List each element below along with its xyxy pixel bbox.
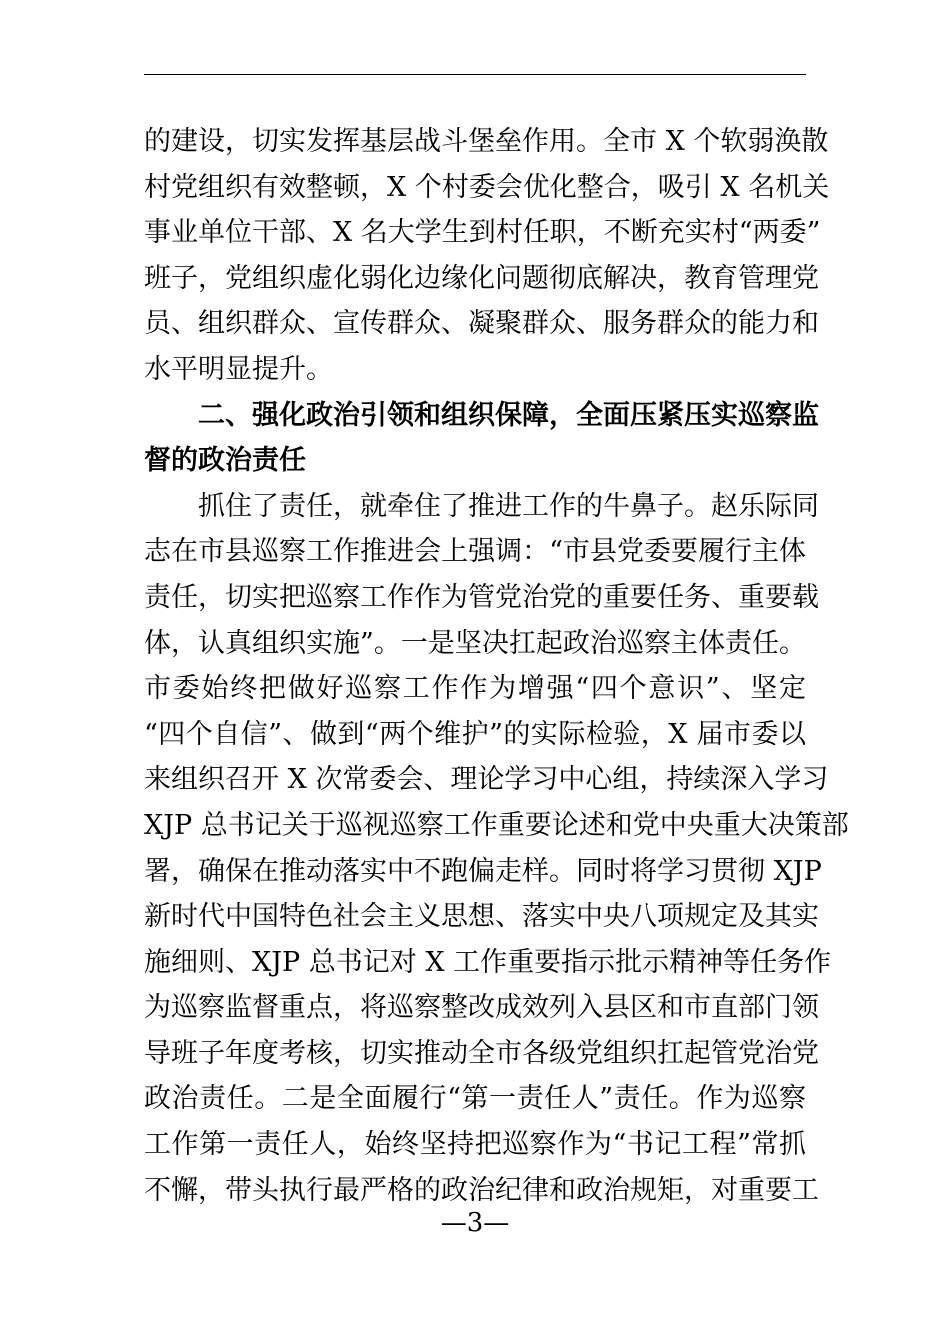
paragraph-line: 来组织召开 X 次常委会、理论学习中心组，持续深入学习 — [144, 764, 829, 796]
paragraph-line: 不懈，带头执行最严格的政治纪律和政治规矩，对重要工 — [144, 1174, 819, 1206]
paragraph-line: 班子，党组织虚化弱化边缘化问题彻底解决，教育管理党 — [144, 262, 819, 294]
paragraph-line: “四个自信”、做到“两个维护”的实际检验，X 届市委以 — [144, 718, 806, 750]
paragraph-line: 导班子年度考核，切实推动全市各级党组织扛起管党治党 — [144, 1037, 819, 1069]
page-number: —3— — [440, 1208, 510, 1238]
paragraph-line: 为巡察监督重点，将巡察整改成效列入县区和市直部门领 — [144, 992, 819, 1024]
paragraph-line: 政治责任。二是全面履行“第一责任人”责任。作为巡察 — [144, 1083, 806, 1115]
section-heading: 督的政治责任 — [144, 445, 306, 477]
paragraph-line: 抓住了责任，就牵住了推进工作的牛鼻子。赵乐际同 — [198, 490, 819, 522]
paragraph-line: 事业单位干部、X 名大学生到村任职，不断充实村“两委” — [144, 217, 821, 249]
paragraph-line: 的建设，切实发挥基层战斗堡垒作用。全市 X 个软弱涣散 — [144, 126, 829, 157]
paragraph-line: 水平明显提升。 — [144, 353, 333, 385]
paragraph-line: 署，确保在推动落实中不跑偏走样。同时将学习贯彻 XJP — [144, 855, 822, 887]
paragraph-line: 员、组织群众、宣传群众、凝聚群众、服务群众的能力和 — [144, 308, 819, 340]
document-body — [144, 119, 849, 1213]
paragraph-line: 施细则、XJP 总书记对 X 工作重要指示批示精神等任务作 — [144, 946, 832, 978]
paragraph-line: 市委始终把做好巡察工作作为增强“四个意识”、坚定 — [144, 673, 806, 705]
header-rule — [144, 74, 806, 75]
paragraph-line: 村党组织有效整顿，X 个村委会优化整合，吸引 X 名机关 — [144, 171, 830, 203]
paragraph-line: 新时代中国特色社会主义思想、落实中央八项规定及其实 — [144, 901, 819, 933]
paragraph-line: 体，认真组织实施”。一是坚决扛起政治巡察主体责任。 — [144, 627, 806, 659]
paragraph-line: 工作第一责任人，始终坚持把巡察作为“书记工程”常抓 — [144, 1129, 806, 1161]
paragraph-line: XJP 总书记关于巡视巡察工作重要论述和党中央重大决策部 — [144, 809, 849, 841]
paragraph-line: 志在市县巡察工作推进会上强调：“市县党委要履行主体 — [144, 536, 806, 568]
paragraph-line: 责任，切实把巡察工作作为管党治党的重要任务、重要载 — [144, 581, 819, 613]
section-heading: 二、强化政治引领和组织保障，全面压紧压实巡察监 — [198, 399, 819, 431]
